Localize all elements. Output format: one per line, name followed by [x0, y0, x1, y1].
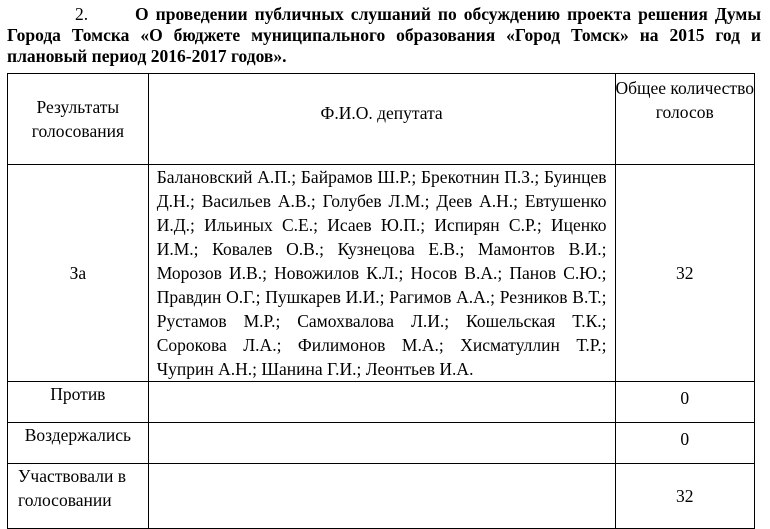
votes-cell: 0 [615, 382, 755, 423]
deputies-cell [148, 382, 615, 423]
deputies-cell [148, 423, 615, 464]
table-row [8, 382, 755, 423]
votes-cell: 0 [615, 423, 755, 464]
table-row [8, 464, 755, 529]
item-number: 2. [75, 4, 89, 24]
table-header-row [8, 74, 755, 165]
header-deputy-name: Ф.И.О. депутата [148, 74, 615, 165]
section-heading [7, 4, 761, 67]
result-cell: Участвовали в голосовании [8, 464, 149, 529]
table-row [8, 165, 755, 382]
table-row [8, 423, 755, 464]
heading-text: О проведении публичных слушаний по обсуждению проекта решения Думы Города Томска «О бюджете муниципального образования «Город Томск» на 2015 год и плановый период 2016-2017 годов». [7, 4, 761, 66]
voting-results-table [7, 73, 755, 529]
votes-cell: 32 [615, 464, 755, 529]
header-results: Результаты голосования [8, 74, 149, 165]
result-cell: Против [8, 382, 149, 423]
header-total-votes: Общее количество голосов [615, 74, 755, 165]
deputies-cell: Балановский А.П.; Байрамов Ш.Р.; Брекотнин П.З.; Буинцев Д.Н.; Васильев А.В.; Голубев Л.М.; Деев А.Н.; Евтушенко И.Д.; Ильиных С.Е.; Исаев Ю.П.; Испирян С.Р.; Иценко И.М.; Ковалев О.В.; Кузнецова Е.В.; Мамонтов В.И.; Морозов И.В.; Новожилов К.Л.; Носов В.А.; Панов С.Ю.; Правдин О.Г.; Пушкарев И.И.; Рагимов А.А.; Резников В.Т.; Рустамов М.Р.; Самохвалова Л.И.; Кошельская Т.К.; Сорокова Л.А.; Филимонов М.А.; Хисматуллин Т.Р.; Чуприн А.Н.; Шанина Г.И.; Леонтьев И.А. [148, 165, 615, 382]
result-cell: За [8, 165, 149, 382]
votes-cell: 32 [615, 165, 755, 382]
deputies-cell [148, 464, 615, 529]
result-cell: Воздержались [8, 423, 149, 464]
